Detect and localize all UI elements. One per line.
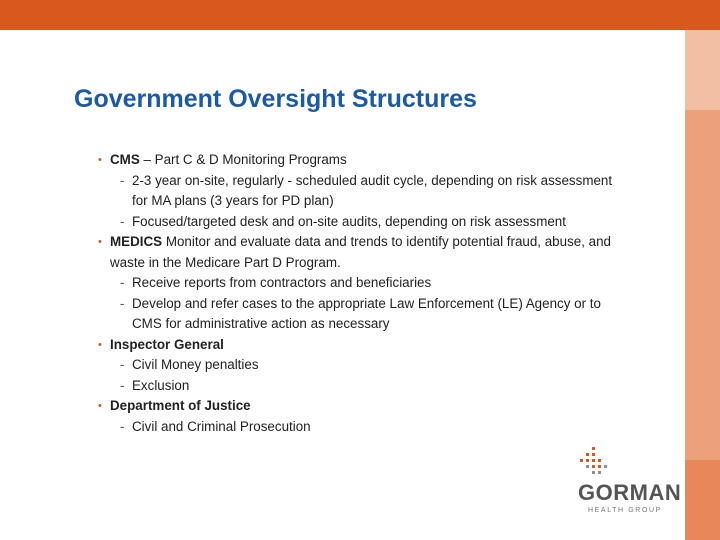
sub-bullet-item: [100, 273, 620, 294]
sub-bullet-text: Develop and refer cases to the appropriate Law Enforcement (LE) Agency or to CMS for administrative action as necessary: [132, 295, 601, 331]
logo-wordmark: GORMAN: [578, 480, 682, 505]
logo-dot: [586, 465, 589, 468]
logo-tagline: HEALTH GROUP: [588, 507, 662, 514]
logo-dot: [598, 459, 601, 462]
slide-title: Government Oversight Structures: [74, 85, 477, 113]
sub-bullet-text: Focused/targeted desk and on-site audits, depending on risk assessment: [132, 213, 566, 229]
bullet-text: – Part C & D Monitoring Programs: [139, 152, 347, 167]
logo-dot: [586, 453, 589, 456]
dash-icon: -: [120, 213, 125, 229]
bullet-label: MEDICS: [110, 234, 163, 249]
dash-icon: -: [120, 295, 125, 311]
bullet-item: [100, 232, 620, 273]
sub-bullet-text: Civil Money penalties: [132, 357, 259, 372]
side-accent-bar: [685, 30, 720, 540]
bullet-item: [100, 150, 620, 171]
side-band: [685, 460, 720, 540]
bullet-dot-icon: •: [98, 154, 102, 166]
logo-dot: [592, 465, 595, 468]
logo-dot: [604, 465, 607, 468]
bullet-text: Monitor and evaluate data and trends to identify potential fraud, abuse, and waste in the Medicare Part D Program.: [110, 234, 611, 270]
side-band: [685, 110, 720, 460]
sub-bullet-item: [100, 376, 620, 397]
bullet-dot-icon: •: [98, 338, 102, 351]
sub-bullet-item: [100, 417, 620, 438]
bullet-dot-icon: •: [98, 236, 102, 248]
dash-icon: -: [120, 172, 125, 188]
logo-dot: [592, 447, 595, 450]
sub-bullet-item: [100, 212, 620, 233]
side-band: [685, 30, 720, 110]
bullet-item: [100, 335, 620, 356]
sub-bullet-item: [100, 171, 620, 212]
sub-bullet-text: Receive reports from contractors and beneficiaries: [132, 275, 432, 290]
logo-dot: [592, 453, 595, 456]
bullet-dot-icon: •: [98, 400, 102, 412]
logo-dot: [598, 471, 601, 474]
logo-dot: [580, 459, 583, 462]
logo-dot: [592, 459, 595, 462]
dash-icon: -: [120, 275, 125, 290]
bullet-item: [100, 396, 620, 417]
bullet-list: [100, 150, 620, 437]
dash-icon: -: [120, 357, 125, 372]
sub-bullet-item: [100, 355, 620, 376]
sub-bullet-text: Civil and Criminal Prosecution: [132, 418, 311, 434]
sub-bullet-item: [100, 294, 620, 335]
logo-dot: [592, 471, 595, 474]
header-bar: [0, 0, 720, 30]
bullet-label: CMS: [110, 152, 140, 167]
sub-bullet-text: Exclusion: [132, 377, 190, 393]
dash-icon: -: [120, 418, 125, 434]
bullet-label: Department of Justice: [110, 398, 251, 413]
logo-dot: [586, 459, 589, 462]
sub-bullet-text: 2-3 year on-site, regularly - scheduled audit cycle, depending on risk assessment for MA plans (3 years for PD plan): [132, 172, 613, 208]
dash-icon: -: [120, 377, 125, 393]
company-logo: [578, 447, 682, 517]
bullet-label: Inspector General: [110, 336, 224, 352]
logo-dot: [598, 465, 601, 468]
